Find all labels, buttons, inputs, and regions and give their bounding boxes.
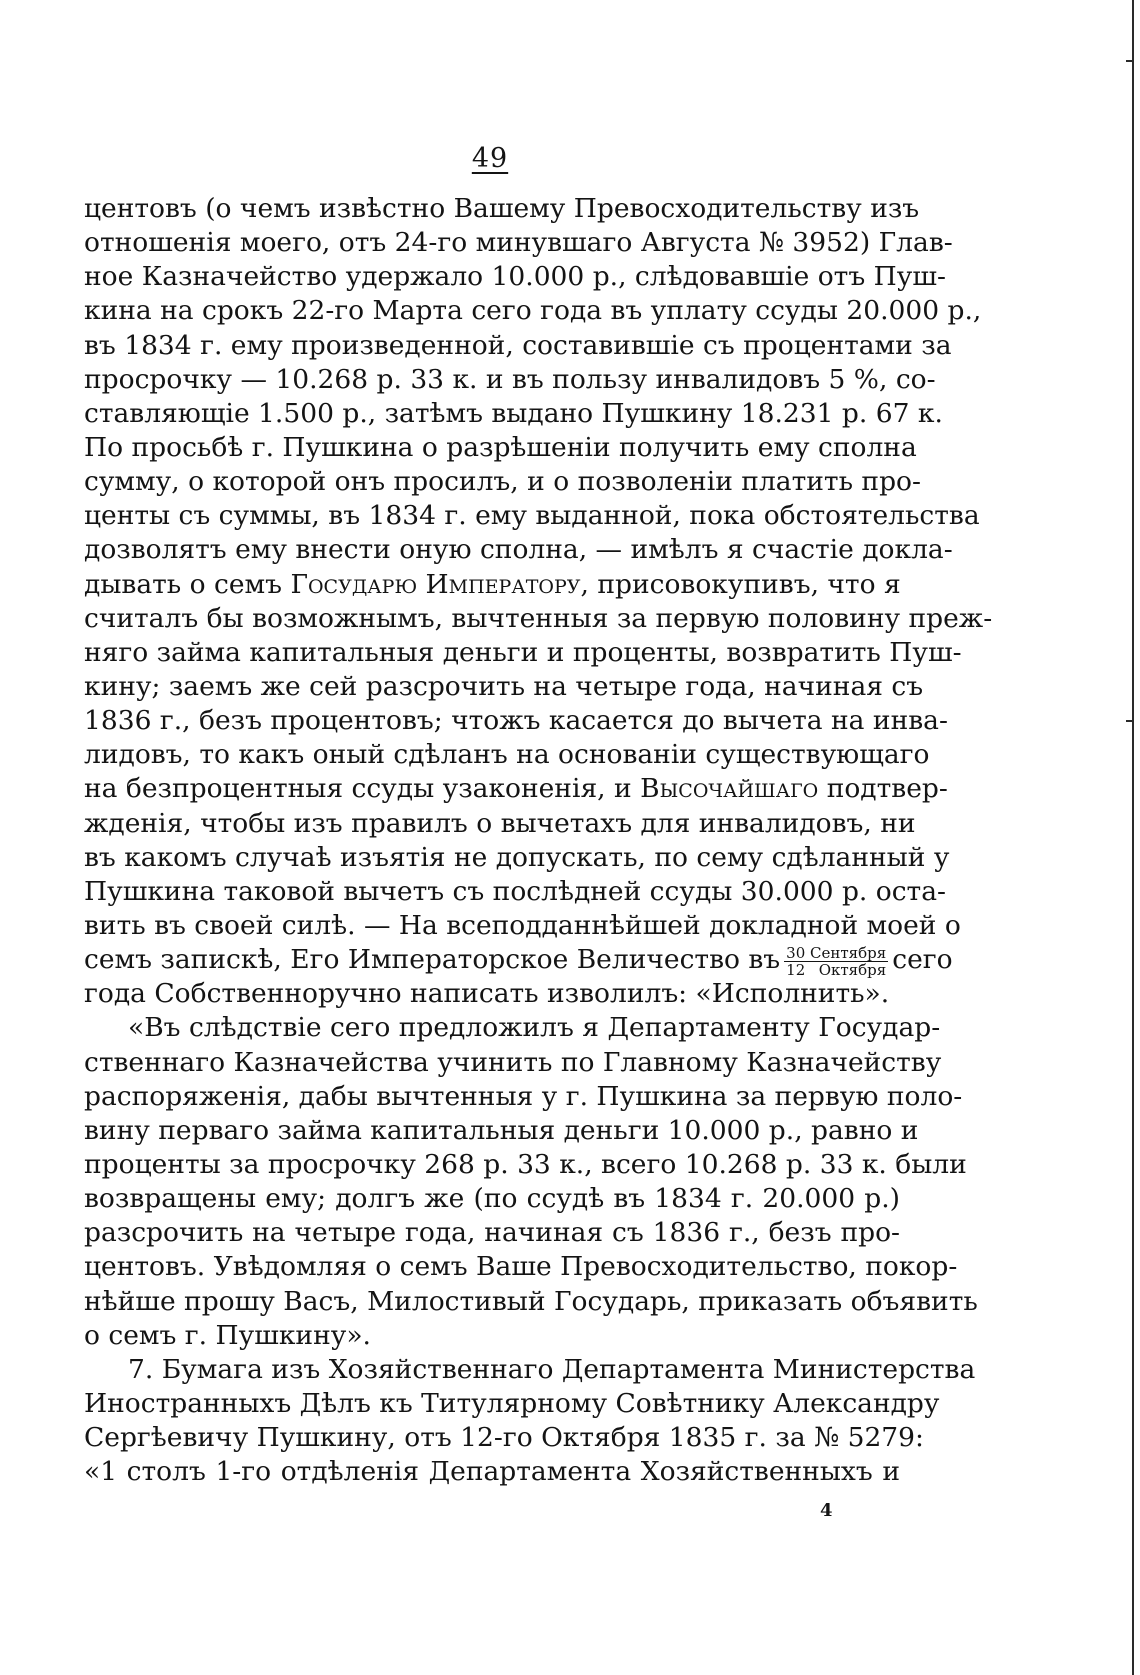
text-line-with-date-fraction [84, 943, 953, 979]
text-line: ное Казначейство удержало 10.000 р., слѣдовавшіе отъ Пуш- [84, 261, 946, 293]
text-line: Иностранныхъ Дѣлъ къ Титулярному Совѣтнику Александру [84, 1387, 940, 1419]
text-line: вину перваго займа капитальныя деньги 10.000 р., равно и [84, 1114, 919, 1146]
text-line: въ какомъ случаѣ изъятія не допускать, по сему сдѣланный у [84, 841, 950, 873]
text-line: считалъ бы возможнымъ, вычтенныя за первую половину преж- [84, 602, 993, 634]
text-line: на безпроцентныя ссуды узаконенія, и Высочайшаго подтвер- [84, 773, 948, 805]
text-line: отношенія моего, отъ 24-го минувшаго Августа № 3952) Глав- [84, 227, 953, 259]
body-text [84, 192, 993, 1489]
text-line: просрочку — 10.268 р. 33 к. и въ пользу инвалидовъ 5 %, со- [84, 363, 936, 395]
line-text: семъ запискѣ, Его Императорское Величество въ [84, 944, 781, 976]
line-suffix: сего [892, 944, 953, 976]
paragraph-start-line: 7. Бумага изъ Хозяйственнаго Департамента Министерства [128, 1353, 976, 1385]
text-line: Сергѣевичу Пушкину, отъ 12-го Октября 1835 г. за № 5279: [84, 1422, 924, 1454]
page-edge-rule [1132, 0, 1134, 1675]
date-fraction [784, 945, 888, 978]
text-line: центы съ суммы, въ 1834 г. ему выданной, пока обстоятельства [84, 500, 980, 532]
page-edge-tick [1126, 60, 1132, 62]
text-line: лидовъ, то какъ оный сдѣланъ на основаніи существующаго [84, 739, 930, 771]
text-line: нѣйше прошу Васъ, Милостивый Государь, приказать объявить [84, 1285, 978, 1317]
text-line: кину; заемъ же сей разсрочить на четыре года, начиная съ [84, 670, 924, 702]
text-line: года Собственноручно написать изволилъ: «Исполнить». [84, 978, 890, 1010]
honorific-title: Государю Императору [290, 568, 581, 600]
text-line: центовъ. Увѣдомляя о семъ Ваше Превосходительство, покор- [84, 1251, 958, 1283]
text-line: вить въ своей силѣ. — На всеподданнѣйшей докладной моей о [84, 909, 961, 941]
page-number: 49 [471, 143, 509, 174]
text-line: въ 1834 г. ему произведенной, составившіе съ процентами за [84, 329, 952, 361]
text-line: разсрочить на четыре года, начиная съ 1836 г., безъ про- [84, 1217, 900, 1249]
paragraph-start-line: «Въ слѣдствіе сего предложилъ я Департаменту Государ- [128, 1012, 941, 1044]
text-line: ставляющіе 1.500 р., затѣмъ выдано Пушкину 18.231 р. 67 к. [84, 397, 943, 429]
fraction-denominator: 12 Октября [786, 960, 887, 979]
page-edge-tick [1126, 720, 1132, 722]
text-line: возвращены ему; долгъ же (по ссудѣ въ 1834 г. 20.000 р.) [84, 1183, 900, 1215]
text-line: кина на срокъ 22-го Марта сего года въ уплату ссуды 20.000 р., [84, 295, 982, 327]
fraction-numerator: 30 Сентября [786, 943, 887, 962]
text-line: «1 столъ 1-го отдѣленія Департамента Хозяйственныхъ и [84, 1456, 900, 1488]
text-line: проценты за просрочку 268 р. 33 к., всего 10.268 р. 33 к. были [84, 1148, 967, 1180]
text-line: центовъ (о чемъ извѣстно Вашему Превосходительству изъ [84, 193, 920, 224]
honorific-title: Высочайшаго [640, 773, 819, 805]
text-line: няго займа капитальныя деньги и проценты, возвратить Пуш- [84, 636, 962, 668]
text-line: о семъ г. Пушкину». [84, 1319, 371, 1351]
text-line: По просьбѣ г. Пушкина о разрѣшеніи получить ему сполна [84, 431, 917, 463]
text-line: дывать о семъ Государю Императору, присовокупивъ, что я [84, 568, 901, 600]
text-line: ственнаго Казначейства учинить по Главному Казначейству [84, 1046, 942, 1078]
printer-signature-mark: 4 [820, 1500, 833, 1521]
text-line: дозволятъ ему внести оную сполна, — имѣлъ я счастіе докла- [84, 534, 953, 566]
text-line: сумму, о которой онъ просилъ, и о позволеніи платить про- [84, 466, 921, 498]
text-line: жденія, чтобы изъ правилъ о вычетахъ для инвалидовъ, ни [84, 807, 916, 839]
text-line: 1836 г., безъ процентовъ; чтожъ касается до вычета на инва- [84, 705, 948, 737]
text-line: распоряженія, дабы вычтенныя у г. Пушкина за первую поло- [84, 1080, 963, 1112]
text-line: Пушкина таковой вычетъ съ послѣдней ссуды 30.000 р. оста- [84, 875, 946, 907]
